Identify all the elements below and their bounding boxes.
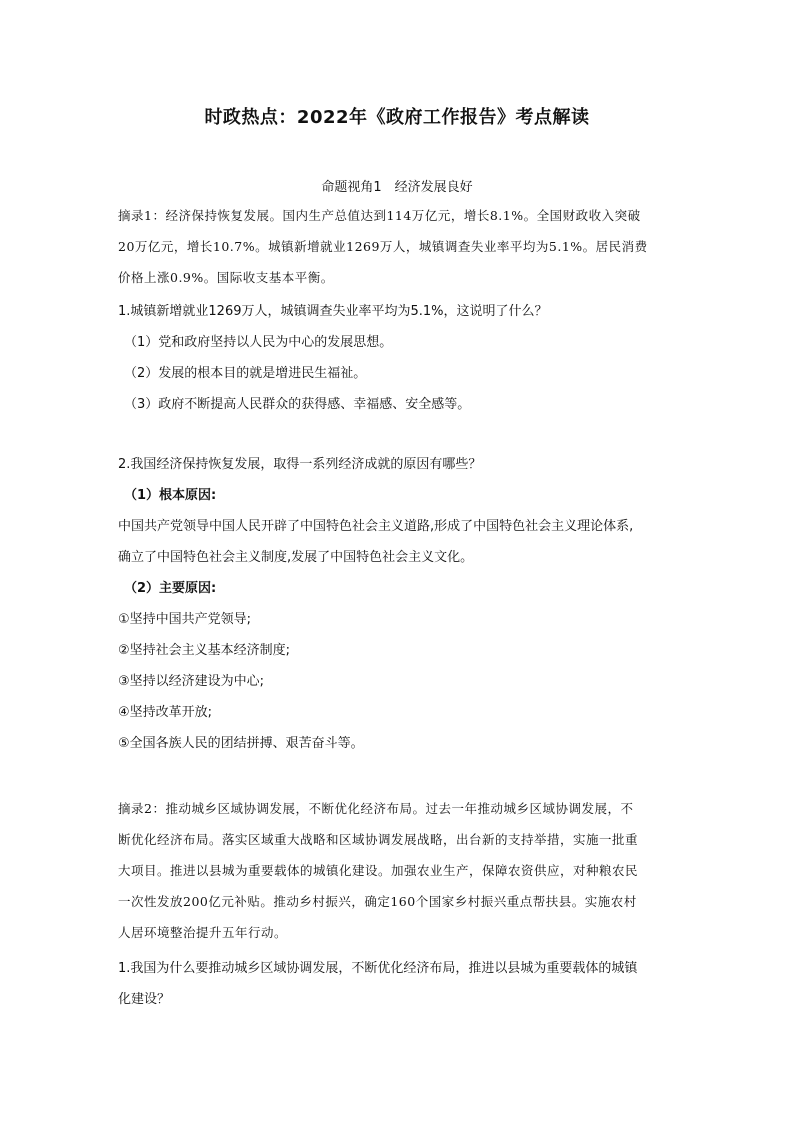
question-1: 1.城镇新增就业1269万人，城镇调查失业率平均为5.1%，这说明了什么？ — [118, 304, 548, 319]
main-cause-item: ⑤全国各族人民的团结拼搏、艰苦奋斗等。 — [118, 736, 364, 751]
root-cause-text: 中国共产党领导中国人民开辟了中国特色社会主义道路,形成了中国特色社会主义理论体系, — [118, 519, 634, 534]
excerpt-line: 价格上涨0.9%。国际收支基本平衡。 — [118, 270, 334, 285]
answer-item: （3）政府不断提高人民群众的获得感、幸福感、安全感等。 — [124, 397, 471, 412]
excerpt-line: 大项目。推进以县城为重要载体的城镇化建设。加强农业生产，保障农资供应，对种粮农民 — [118, 863, 639, 878]
answer-item: （1）党和政府坚持以人民为中心的发展思想。 — [124, 335, 393, 350]
page-title: 时政热点：2022年《政府工作报告》考点解读 — [204, 107, 590, 128]
excerpt-1 — [118, 200, 688, 293]
excerpt-line: 摘录1：经济保持恢复发展。国内生产总值达到114万亿元，增长8.1%。全国财政收入突破 — [118, 208, 641, 223]
question-3: 化建设？ — [118, 992, 171, 1007]
main-cause-item: ④坚持改革开放; — [118, 705, 213, 720]
root-cause-label: （1）根本原因: — [124, 488, 217, 503]
question-3-block — [118, 953, 688, 1015]
excerpt-line: 断优化经济布局。落实区域重大战略和区域协调发展战略，出台新的支持举措，实施一批重 — [118, 832, 639, 847]
question-1-block — [118, 296, 688, 420]
question-3: 1.我国为什么要推动城乡区域协调发展，不断优化经济布局，推进以县城为重要载体的城镇 — [118, 961, 638, 976]
main-cause-item: ①坚持中国共产党领导; — [118, 612, 252, 627]
excerpt-line: 人居环境整治提升五年行动。 — [118, 925, 288, 940]
section-heading: 命题视角1 经济发展良好 — [321, 180, 473, 195]
excerpt-line: 摘录2：推动城乡区域协调发展，不断优化经济布局。过去一年推动城乡区域协调发展，不 — [118, 801, 634, 816]
main-cause-item: ②坚持社会主义基本经济制度; — [118, 643, 291, 658]
question-2-block — [118, 449, 688, 759]
excerpt-2 — [118, 793, 688, 948]
main-cause-label: （2）主要原因: — [124, 581, 217, 596]
excerpt-line: 20万亿元，增长10.7%。城镇新增就业1269万人，城镇调查失业率平均为5.1%。居民消费 — [118, 239, 648, 254]
answer-item: （2）发展的根本目的就是增进民生福祉。 — [124, 366, 367, 381]
main-cause-item: ③坚持以经济建设为中心; — [118, 674, 265, 689]
root-cause-text: 确立了中国特色社会主义制度,发展了中国特色社会主义文化。 — [118, 550, 474, 565]
question-2: 2.我国经济保持恢复发展，取得一系列经济成就的原因有哪些？ — [118, 457, 482, 472]
excerpt-line: 一次性发放200亿元补贴。推动乡村振兴，确定160个国家乡村振兴重点帮扶县。实施农村 — [118, 894, 637, 909]
